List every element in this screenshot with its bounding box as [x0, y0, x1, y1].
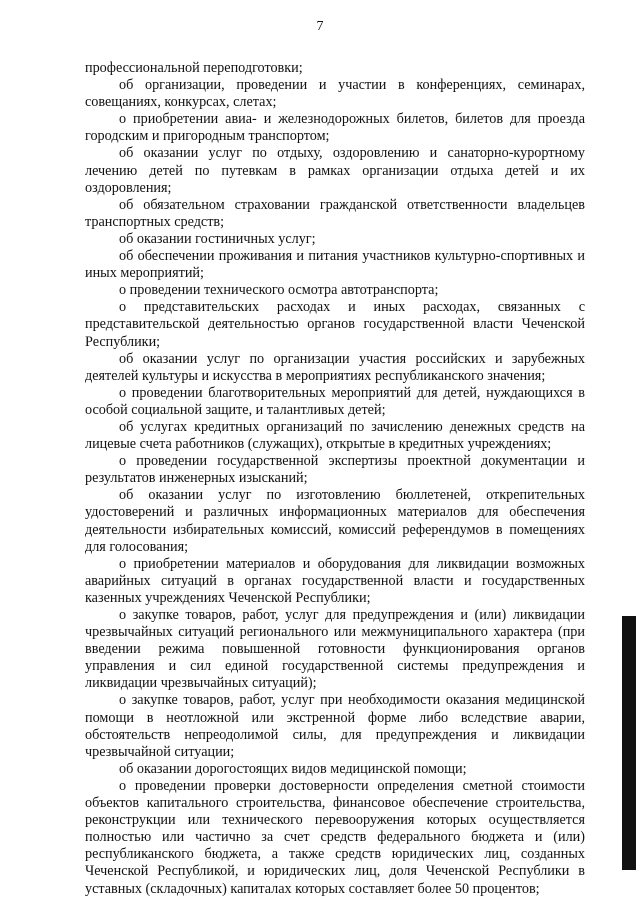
paragraph: об оказании услуг по отдыху, оздоровлению и санаторно-курортному лечению детей по путевкам в рамках организации отдыха детей и их оздоровления; — [85, 145, 585, 196]
paragraph: о приобретении авиа- и железнодорожных билетов, билетов для проезда городским и пригородным транспортом; — [85, 111, 585, 145]
page-number: 7 — [316, 19, 324, 34]
paragraph: о проведении проверки достоверности определения сметной стоимости объектов капитального строительства, финансовое обеспечение строительства, реконструкции или технического перевооружения которых осуществляется полностью или частично за счет средств федерального бюджета и (или) республиканского бюджета, а также средств юридических лиц, созданных Чеченской Республикой, и юридических лиц, доля Чеченской Республики в уставных (складочных) капиталах которых составляет более 50 процентов; — [85, 777, 585, 897]
paragraph: профессиональной переподготовки; — [85, 60, 303, 76]
paragraph: об услугах кредитных организаций по зачислению денежных средств на лицевые счета работников (служащих), открытые в кредитных учреждениях; — [85, 418, 585, 453]
paragraph: об обеспечении проживания и питания участников культурно-спортивных и иных мероприятий; — [85, 248, 585, 282]
paragraph: об оказании услуг по изготовлению бюллетеней, открепительных удостоверений и различных информационных материалов для обеспечения деятельности избирательных комиссий, комиссий референдумов в помещениях для голосования; — [85, 487, 585, 555]
paragraph: о представительских расходах и иных расходах, связанных с представительской деятельностью органов государственной власти Чеченской Республики; — [85, 299, 585, 350]
scan-edge-mark — [622, 616, 636, 870]
paragraph: о закупке товаров, работ, услуг при необходимости оказания медицинской помощи в неотложной или экстренной форме либо вследствие аварии, обстоятельств непреодолимой силы, для предупреждения и ликвидации чрезвычайной ситуации; — [85, 692, 585, 760]
paragraph: о проведении благотворительных мероприятий для детей, нуждающихся в особой социальной защите, и талантливых детей; — [85, 384, 585, 418]
paragraph: о закупке товаров, работ, услуг для предупреждения и (или) ликвидации чрезвычайных ситуаций регионального или межмуниципального характера (при введении режима повышенной готовности функционирования органов управления и сил единой государственной системы предупреждения и ликвидации чрезвычайных ситуаций); — [85, 607, 585, 692]
paragraph: об обязательном страховании гражданской ответственности владельцев транспортных средств; — [85, 196, 585, 230]
paragraph: о проведении технического осмотра автотранспорта; — [119, 282, 439, 299]
document-body — [85, 60, 585, 898]
paragraph: об оказании гостиничных услуг; — [119, 230, 316, 247]
paragraph: об оказании услуг по организации участия российских и зарубежных деятелей культуры и искусства в мероприятиях республиканского значения; — [85, 350, 585, 384]
paragraph: об оказании дорогостоящих видов медицинской помощи; — [119, 760, 467, 777]
paragraph: об организации, проведении и участии в конференциях, семинарах, совещаниях, конкурсах, слетах; — [85, 77, 585, 111]
paragraph: о приобретении материалов и оборудования для ликвидации возможных аварийных ситуаций в органах государственной власти и государственных казенных учреждениях Чеченской Республики; — [85, 555, 585, 606]
paragraph: о проведении государственной экспертизы проектной документации и результатов инженерных изысканий; — [85, 453, 585, 487]
